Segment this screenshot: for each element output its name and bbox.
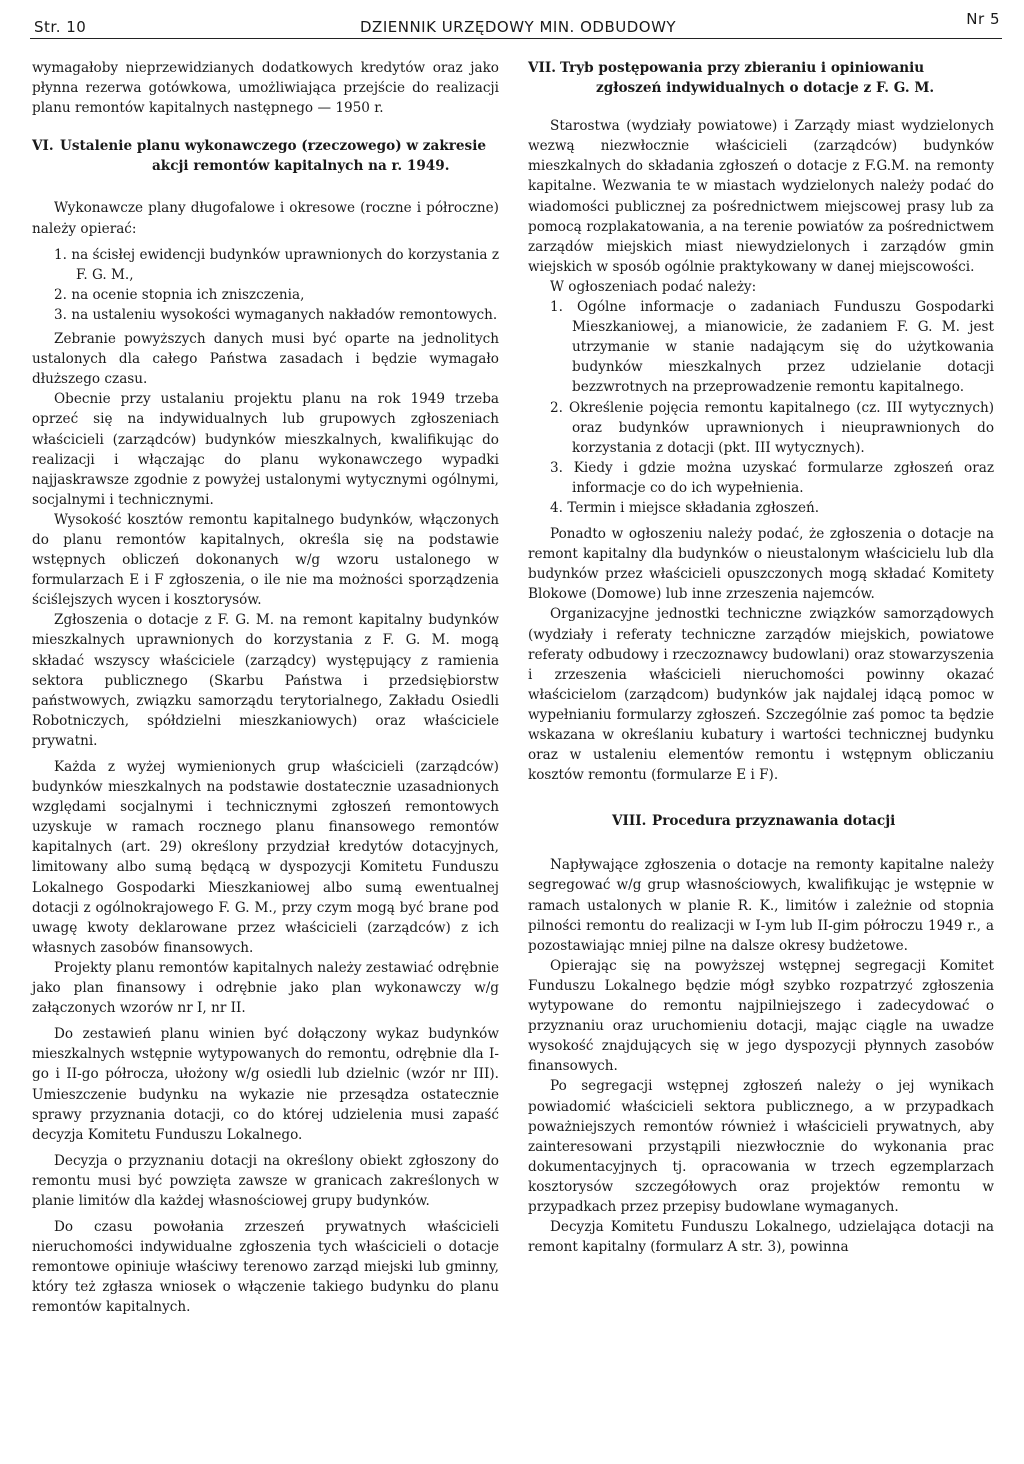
paragraph: Starostwa (wydziały powiatowe) i Zarządy miast wydzielonych wezwą niezwłocznie właścicieli (zarządców) budynków mieszkalnych do składania zgłoszeń o dotacje z F.G.M. na remonty kapitalne. Wezwania te w miastach wydzielonych należy podać do wiadomości publicznej za pośrednictwem miejscowej prasy lub za pomocą rozplakatowania, a na terenie powiatów za pośrednictwem zarządów miejskich miast niewydzielonych i zarządów gmin wiejskich w sposób ogólnie praktykowany w danej miejscowości.	[528, 118, 994, 275]
paragraph: Decyzja Komitetu Funduszu Lokalnego, udzielająca dotacji na remont kapitalny (formularz A str. 3), powinna	[528, 1219, 994, 1256]
section-number: VI.	[32, 138, 54, 155]
list-item: 1. na ścisłej ewidencji budynków uprawnionych do korzystania z F. G. M.,	[54, 246, 499, 283]
section-title-line1: Ustalenie planu wykonawczego (rzeczowego) w zakresie	[60, 138, 487, 155]
section-title-line1: Tryb postępowania przy zbieraniu i opiniowaniu	[560, 60, 925, 76]
list-announcement	[528, 297, 994, 518]
list-item: 4. Termin i miejsce składania zgłoszeń.	[550, 499, 820, 516]
list-item: 2. Określenie pojęcia remontu kapitalnego (cz. III wytycznych) oraz budynków uprawnionych i nieuprawnionych do korzystania z dotacji (pkt. III wytycznych).	[550, 399, 994, 456]
section-heading-vi	[32, 136, 499, 176]
list-item: 1. Ogólne informacje o zadaniach Funduszu Gospodarki Mieszkaniowej, a mianowicie, że zadaniem F. G. M. jest utrzymanie w stanie nadającym się do użytkowania budynków mieszkalnych przez udzielanie dotacji bezzwrotnych na przeprowadzenie remontu kapitalnego.	[550, 299, 994, 396]
page-number: Str. 10	[34, 18, 87, 36]
section-number: VII.	[528, 60, 556, 76]
paragraph: Wykonawcze plany długofalowe i okresowe (roczne i półroczne) należy opierać:	[32, 200, 499, 237]
journal-title: DZIENNIK URZĘDOWY MIN. ODBUDOWY	[360, 18, 677, 36]
paragraph: W ogłoszeniach podać należy:	[550, 278, 757, 295]
section-title-line2: zgłoszeń indywidualnych o dotacje z F. G. M.	[596, 80, 935, 97]
left-column	[32, 58, 499, 1318]
paragraph: Do zestawień planu winien być dołączony wykaz budynków mieszkalnych wstępnie wytypowanych do remontu, odrębnie dla I-go i II-go półrocza, ułożony w/g osiedli lub dzielnic (wzór nr III). Umieszczenie budynku na wykazie nie przesądza ostatecznie sprawy przyznania dotacji, co do której udzielenia musi zapaść decyzja Komitetu Funduszu Lokalnego.	[32, 1026, 499, 1143]
paragraph: Po segregacji wstępnej zgłoszeń należy o jej wynikach powiadomić właścicieli sektora publicznego, a w przypadkach poważniejszych remontów również i właścicieli prywatnych, aby zainteresowani przystąpili niezwłocznie do wykonania prac dokumentacyjnych tj. opracowania w trzech egzemplarzach kosztorysów szczegółowych oraz projektów remontu w przypadkach przez przepisy budowlane wymaganych.	[528, 1078, 994, 1215]
paragraph: Organizacyjne jednostki techniczne związków samorządowych (wydziały i referaty techniczne zarządów miejskich, powiatowe referaty odbudowy i rzeczoznawcy budowlani) oraz stowarzyszenia i zrzeszenia właścicieli nieruchomości powinny okazać właścicielom (zarządcom) budynków jak najdalej idącą pomoc w wypełnianiu formularzy zgłoszeń. Szczególnie zaś pomoc ta będzie wskazana w określaniu kubatury i wartości technicznej budynku oraz w ustaleniu elementów remontu i wstępnym obliczaniu kosztów remontu (formularze E i F).	[528, 606, 994, 784]
paragraph: Zebranie powyższych danych musi być oparte na jednolitych ustalonych dla całego Państwa zasadach i będzie wymagało dłuższego czasu.	[32, 331, 499, 388]
list-item: 3. na ustaleniu wysokości wymaganych nakładów remontowych.	[54, 306, 498, 323]
page-header	[30, 4, 1002, 38]
section-number: VIII.	[612, 813, 647, 830]
right-column	[528, 58, 994, 1257]
paragraph: Napływające zgłoszenia o dotacje na remonty kapitalne należy segregować w/g grup własnościowych, kwalifikując je wstępnie w ramach ustalonych w planie R. K., limitów i zależnie od stopnia pilności remontu do realizacji w I-ym lub II-gim półroczu 1949 r., a pozostawiając mniej pilne na dalsze okresy budżetowe.	[528, 857, 994, 954]
section-title: Procedura przyznawania dotacji	[652, 813, 896, 830]
issue-number: Nr 5	[966, 10, 1000, 28]
list-item: 2. na ocenie stopnia ich zniszczenia,	[54, 286, 305, 303]
paragraph: Ponadto w ogłoszeniu należy podać, że zgłoszenia o dotacje na remont kapitalny dla budynków o nieustalonym właścicielu lub dla budynków przez właścicieli opuszczonych mogą składać Komitety Blokowe (Domowe) lub inne zrzeszenia najemców.	[528, 526, 994, 603]
paragraph: Projekty planu remontów kapitalnych należy zestawiać odrębnie jako plan finansowy i odrębnie jako plan wykonawczy w/g załączonych wzorów nr I, nr II.	[32, 959, 499, 1017]
list-item: 3. Kiedy i gdzie można uzyskać formularze zgłoszeń oraz informacje co do ich wypełnienia.	[550, 459, 994, 496]
paragraph: Wysokość kosztów remontu kapitalnego budynków, włączonych do planu remontów kapitalnych, określa się na podstawie wstępnych obliczeń dokonanych w/g wzoru ustalonego w formularzach E i F zgłoszenia, o ile nie ma możności sporządzenia ściślejszych wycen i kosztorysów.	[32, 511, 499, 609]
paragraph: Każda z wyżej wymienionych grup właścicieli (zarządców) budynków mieszkalnych na podstawie dostatecznie uzasadnionych względami socjalnymi i technicznymi zgłoszeń remontowych uzyskuje w ramach rocznego planu finansowego remontów kapitalnych (art. 29) określony przydział kredytów dotacyjnych, limitowany albo sumą będącą w dyspozycji Komitetu Funduszu Lokalnego Gospodarki Mieszkaniowej albo sumą ewentualnej dotacji z ogólnokrajowego F. G. M., przy czym mogą być brane pod uwagę kwoty deklarowane przez właścicieli (zarządców) z ich własnych zasobów finansowych.	[32, 759, 499, 956]
paragraph: Do czasu powołania zrzeszeń prywatnych właścicieli nieruchomości indywidualne zgłoszenia tych właścicieli o dotacje remontowe opiniuje właściwy terenowo zarząd miejski lub gminny, który też zgłasza wniosek o włączenie takiego budynku do planu remontów kapitalnych.	[32, 1219, 499, 1316]
header-rule	[30, 38, 1002, 39]
section-heading-viii	[528, 811, 994, 831]
list-basis	[32, 245, 499, 325]
paragraph: Zgłoszenia o dotacje z F. G. M. na remont kapitalny budynków mieszkalnych uprawnionych do korzystania z F. G. M. mogą składać wszyscy właściciele (zarządcy) występujący z ramienia sektora publicznego (Skarbu Państwa i przedsiębiorstw państwowych, związku samorządu terytorialnego, Zakładu Osiedli Robotniczych, spółdzielni mieszkaniowych) oraz właściciele prywatni.	[32, 612, 499, 749]
paragraph: wymagałoby nieprzewidzianych dodatkowych kredytów oraz jako płynna rezerwa gotówkowa, umożliwiająca przejście do realizacji planu remontów kapitalnych następnego — 1950 r.	[32, 60, 499, 117]
paragraph: Decyzja o przyznaniu dotacji na określony obiekt zgłoszony do remontu musi być powzięta zawsze w granicach zakreślonych w planie limitów dla każdej własnościowej grupy budynków.	[32, 1152, 499, 1209]
paragraph: Obecnie przy ustalaniu projektu planu na rok 1949 trzeba oprzeć się na indywidualnych lub grupowych zgłoszeniach właścicieli (zarządców) budynków mieszkalnych, kwalifikując do realizacji i włączając do planu wykonawczego wypadki najjaskrawsze zgodnie z powyżej ustalonymi wytycznymi ogólnymi, socjalnymi i technicznymi.	[32, 391, 499, 508]
section-title-line2: akcji remontów kapitalnych na r. 1949.	[152, 158, 450, 175]
paragraph: Opierając się na powyższej wstępnej segregacji Komitet Funduszu Lokalnego będzie mógł szybko rozpatrzyć zgłoszenia wytypowane do remontu najpilniejszego i zadecydować o przyznaniu oraz uruchomieniu dotacji, mając ciągle na uwadze wysokość znajdujących się w jego dyspozycji płynnych zasobów finansowych.	[528, 957, 994, 1075]
section-heading-vii	[528, 58, 994, 98]
